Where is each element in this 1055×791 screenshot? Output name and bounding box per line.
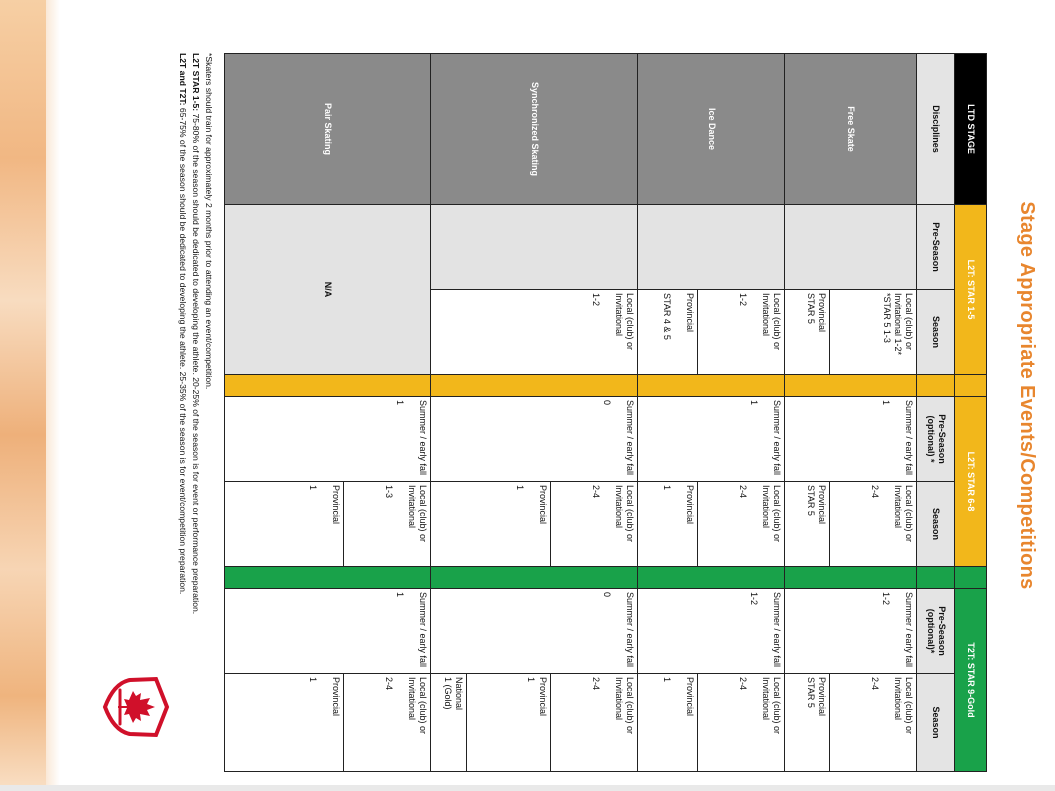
pre-season-optional-header: Pre-Season (optional)*	[917, 589, 955, 674]
pre-season-cell	[431, 205, 638, 290]
discipline-ice-dance: Ice Dance	[638, 54, 785, 205]
footnotes	[175, 53, 214, 771]
events-table	[224, 53, 987, 772]
pre-season-cell: Summer / early fall 1-2	[638, 589, 785, 674]
stage-separator	[225, 375, 431, 397]
discipline-pair-skating: Pair Skating	[225, 54, 431, 205]
table-row-ice-dance	[697, 54, 784, 772]
decorative-side-shade	[46, 0, 60, 791]
pre-season-cell: Summer / early fall 1	[225, 589, 431, 674]
discipline-free-skate: Free Skate	[784, 54, 916, 205]
stage-separator	[955, 567, 987, 589]
season-cell: National 1 (Gold)	[431, 674, 467, 772]
season-cell: Local (club) or Invitational 2-4	[551, 482, 638, 567]
season-cell: Local (club) or Invitational 2-4	[697, 482, 784, 567]
season-cell: Provincial 1	[638, 482, 697, 567]
season-cell: Provincial STAR 4 & 5	[638, 290, 697, 375]
decorative-side-strip	[0, 0, 46, 791]
season-cell: Provincial 1	[466, 674, 551, 772]
stage-separator	[638, 567, 785, 589]
ltd-stage-header: LTD STAGE	[955, 54, 987, 205]
pre-season-cell: Summer / early fall 0	[431, 397, 638, 482]
stage-separator	[955, 375, 987, 397]
season-cell: Local (club) or Invitational 1-2	[431, 290, 638, 375]
table-row-synchronized-skating	[551, 54, 638, 772]
stage-separator	[917, 567, 955, 589]
footnote-l2t: L2T STAR 1-5: 75-80% of the season should be dedicated to developing the athlete. 20-25% of the season is for event or performance preparation.	[191, 53, 201, 615]
season-cell: Provincial 1	[225, 482, 344, 567]
pre-season-cell: Summer / early fall 1-2	[784, 589, 916, 674]
season-header: Season	[917, 482, 955, 567]
pre-season-cell: Summer / early fall 0	[431, 589, 638, 674]
season-cell: Local (club) or Invitational 2-4	[829, 482, 916, 567]
table-subheader-row	[917, 54, 955, 772]
maple-leaf-skate-shield-icon	[102, 674, 170, 740]
stage-separator	[784, 567, 916, 589]
season-cell: Local (club) or Invitational 2-4	[343, 674, 430, 772]
season-cell: Local (club) or Invitational 1-2* *STAR 5 1-3	[829, 290, 916, 375]
table-row-pair-skating	[343, 54, 430, 772]
stage1-header: L2T: STAR 1-5	[955, 205, 987, 375]
rotated-page	[95, 0, 1050, 791]
pre-season-cell	[638, 205, 785, 290]
season-cell: Provincial 1	[638, 674, 697, 772]
footnote-l2t-t2t: L2T and T2T: 65-75% of the season should be dedicated to developing the athlete. 25-35% of the season is for event/competition preparation.	[178, 53, 188, 595]
season-cell: Local (club) or Invitational 1-2	[697, 290, 784, 375]
pre-season-cell	[784, 205, 916, 290]
stage-separator	[917, 375, 955, 397]
season-cell: Provincial 1	[225, 674, 344, 772]
season-cell: Provincial STAR 5	[784, 482, 829, 567]
pre-season-optional-header: Pre-Season (optional) *	[917, 397, 955, 482]
stage-separator	[784, 375, 916, 397]
stage3-header: T2T: STAR 9-Gold	[955, 589, 987, 772]
pre-season-cell: Summer / early fall 1	[784, 397, 916, 482]
season-header: Season	[917, 674, 955, 772]
footnote-training: *Skaters should train for approximately 2 months prior to attending an event/competition.	[204, 53, 214, 390]
stage-separator	[225, 567, 431, 589]
season-cell: Provincial 1	[431, 482, 551, 567]
season-cell: Local (club) or Invitational 2-4	[697, 674, 784, 772]
table-header-row	[955, 54, 987, 772]
season-header: Season	[917, 290, 955, 375]
season-cell: Local (club) or Invitational 1-3	[343, 482, 430, 567]
season-cell: Local (club) or Invitational 2-4	[551, 674, 638, 772]
page-title: Stage Appropriate Events/Competitions	[1016, 201, 1038, 590]
stage-separator	[638, 375, 785, 397]
season-cell: Provincial STAR 5	[784, 674, 829, 772]
stage-separator	[431, 567, 638, 589]
stage-separator	[431, 375, 638, 397]
season-cell: Local (club) or Invitational 2-4	[829, 674, 916, 772]
table-row-free-skate	[829, 54, 916, 772]
not-applicable-cell: N/A	[225, 205, 431, 375]
pre-season-cell: Summer / early fall 1	[638, 397, 785, 482]
discipline-synchronized-skating: Synchronized Skating	[431, 54, 638, 205]
pre-season-header: Pre-Season	[917, 205, 955, 290]
stage2-header: L2T: STAR 6-8	[955, 397, 987, 567]
season-cell: Provincial STAR 5	[784, 290, 829, 375]
disciplines-header: Disciplines	[917, 54, 955, 205]
pre-season-cell: Summer / early fall 1	[225, 397, 431, 482]
